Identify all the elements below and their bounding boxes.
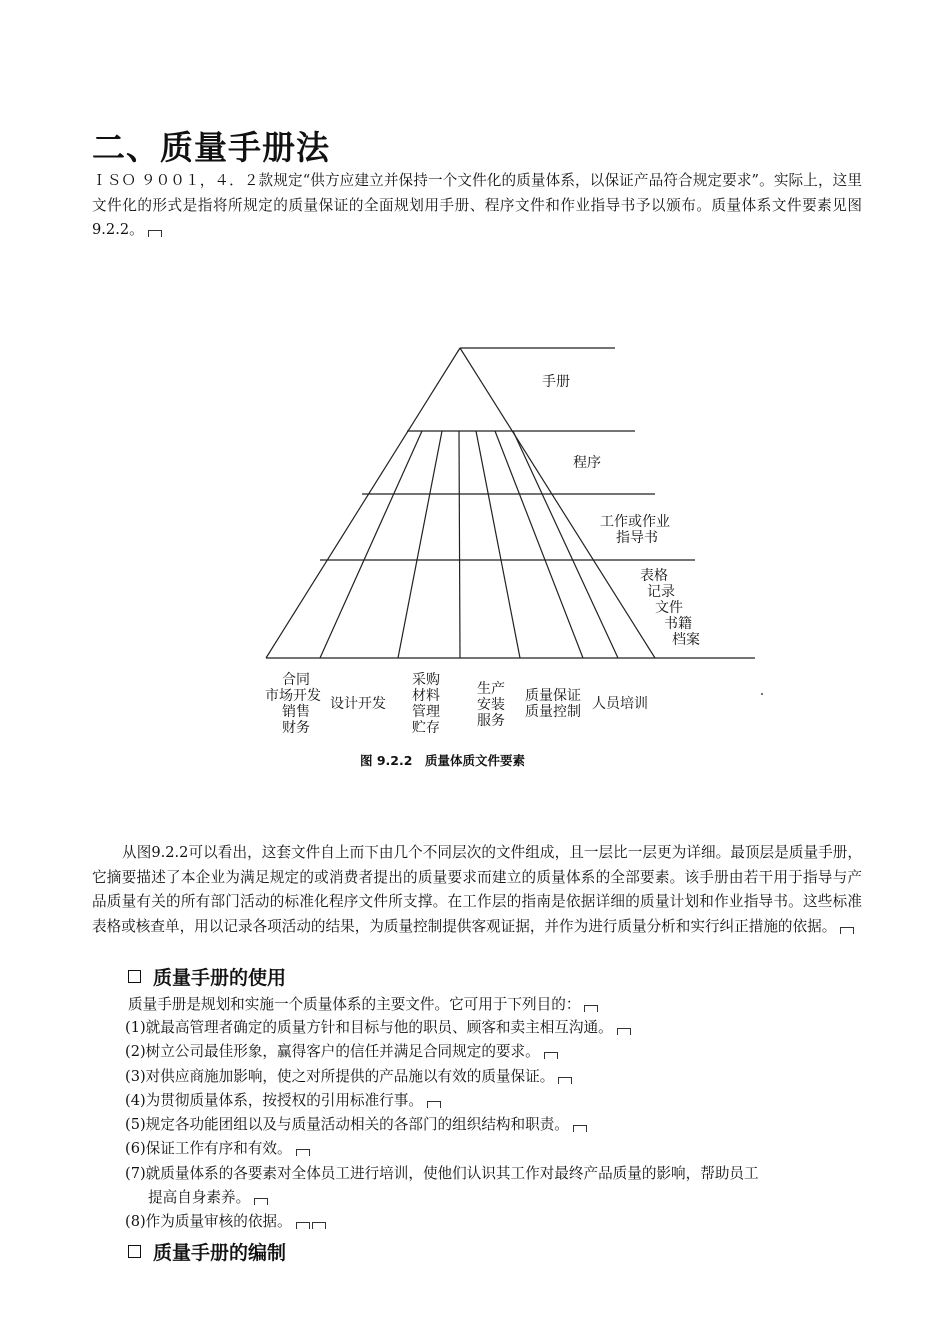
dept-label: 市场开发: [265, 688, 321, 704]
subsection-title: 质量手册的编制: [153, 1242, 287, 1264]
column-line: [398, 431, 442, 658]
dept-label: 服务: [477, 713, 505, 729]
intro-paragraph: [92, 169, 862, 243]
column-line: [513, 431, 618, 658]
column-line: [495, 431, 583, 658]
column-line: [320, 431, 422, 658]
explanation-paragraph: [92, 841, 862, 939]
tier-label-manual: 手册: [542, 374, 570, 390]
list-item: [125, 1113, 865, 1137]
tier-label-work: 工作或作业: [600, 514, 670, 530]
dept-label: 销售: [282, 704, 310, 720]
paragraph-mark-icon: [544, 1052, 558, 1059]
subsection-heading-compile: [128, 1238, 286, 1265]
figure-caption: 图 9.2.2 质量体质文件要素: [360, 753, 525, 768]
dept-label: 设计开发: [330, 696, 386, 712]
paragraph-mark-icon: [617, 1028, 631, 1035]
explanation-text: 从图9.2.2可以看出，这套文件自上而下由几个不同层次的文件组成，且一层比一层更为详细。最顶层是质量手册，它摘要描述了本企业为满足规定的或消费者提出的质量要求而建立的质量体系的全部要素。该手册由若干用于指导与产品质量有关的所有部门活动的标准化程序文件所支撑。在工作层的指南是依据详细的质量计划和作业指导书。这些标准表格或核查单，用以记录各项活动的结果，为质量控制提供客观证据，并作为进行质量分析和实行纠正措施的依据。: [92, 844, 862, 935]
paragraph-mark-icon: [558, 1077, 572, 1084]
list-item-text: (8)作为质量审核的依据。: [125, 1213, 292, 1231]
use-intro: [128, 993, 598, 1014]
dept-label: 质量控制: [525, 704, 581, 720]
section-heading: 二、质量手册法: [92, 128, 330, 167]
list-item-text: (6)保证工作有序和有效。: [125, 1140, 292, 1158]
list-item: [125, 1089, 865, 1113]
column-line: [476, 431, 520, 658]
list-item-text: (3)对供应商施加影响，使之对所提供的产品施以有效的质量保证。: [125, 1067, 555, 1085]
dept-label: 财务: [282, 720, 310, 736]
scan-dot: [761, 693, 763, 695]
paragraph-mark-icon: [254, 1198, 268, 1205]
intro-text: ＩＳＯ ９００１，４．２款规定“供方应建立并保持一个文件化的质量体系，以保证产品符合规定要求”。实际上，这里文件化的形式是指将所规定的质量保证的全面规划用手册、程序文件和作业指导书予以颁布。质量体系文件要素见图9.2.2。: [92, 172, 862, 238]
list-item: [125, 1137, 865, 1161]
square-bullet-icon: [128, 970, 141, 983]
list-item-text: 提高自身素养。: [148, 1189, 251, 1207]
list-item-text: (7)就质量体系的各要素对全体员工进行培训，使他们认识其工作对最终产品质量的影响，帮助员工: [125, 1164, 759, 1182]
subsection-heading-use: [128, 963, 286, 990]
use-intro-text: 质量手册是规划和实施一个质量体系的主要文件。它可用于下列目的：: [128, 996, 581, 1013]
tier-label-forms: 记录: [647, 584, 675, 600]
paragraph-mark-icon: [296, 1149, 310, 1156]
tier-label-forms: 文件: [655, 600, 683, 616]
paragraph-mark-icon: [584, 1005, 598, 1012]
list-item-text: (4)为贯彻质量体系，按授权的引用标准行事。: [125, 1091, 423, 1109]
list-item-text: (1)就最高管理者确定的质量方针和目标与他的职员、顾客和卖主相互沟通。: [125, 1019, 613, 1036]
tier-label-forms: 档案: [672, 632, 700, 648]
paragraph-mark-icon: [312, 1222, 326, 1229]
column-line: [459, 431, 460, 658]
list-item: [125, 1065, 865, 1089]
pyramid-right-edge: [460, 348, 655, 658]
list-item-text: (2)树立公司最佳形象，赢得客户的信任并满足合同规定的要求。: [125, 1043, 540, 1061]
tier-label-forms: 表格: [640, 568, 668, 584]
paragraph-mark-icon: [148, 230, 162, 237]
list-item-continuation: [125, 1186, 865, 1210]
paragraph-mark-icon: [427, 1101, 441, 1108]
list-item: [125, 1210, 865, 1234]
square-bullet-icon: [128, 1245, 141, 1258]
paragraph-mark-icon: [296, 1222, 310, 1229]
dept-label: 合同: [282, 672, 310, 688]
dept-label: 贮存: [412, 720, 440, 736]
dept-label: 人员培训: [592, 696, 648, 712]
tier-label-procedure: 程序: [573, 455, 601, 471]
list-item: [125, 1016, 865, 1040]
dept-label: 材料: [412, 688, 440, 704]
dept-label: 质量保证: [525, 688, 581, 704]
pyramid-left-edge: [266, 348, 460, 658]
paragraph-mark-icon: [573, 1125, 587, 1132]
dept-label: 管理: [412, 704, 440, 720]
tier-label-forms: 书籍: [664, 616, 692, 632]
paragraph-mark-icon: [840, 927, 854, 934]
list-item: [125, 1040, 865, 1064]
tier-label-work: 指导书: [616, 530, 658, 546]
subsection-title: 质量手册的使用: [153, 967, 287, 989]
dept-label: 生产: [477, 681, 505, 697]
list-item: [125, 1162, 865, 1211]
dept-label: 采购: [412, 672, 440, 688]
dept-label: 安装: [477, 697, 505, 713]
list-item-text: (5)规定各功能团组以及与质量活动相关的各部门的组织结构和职责。: [125, 1116, 569, 1134]
use-purpose-list: [125, 1016, 865, 1235]
document-pyramid-diagram: [250, 336, 770, 776]
